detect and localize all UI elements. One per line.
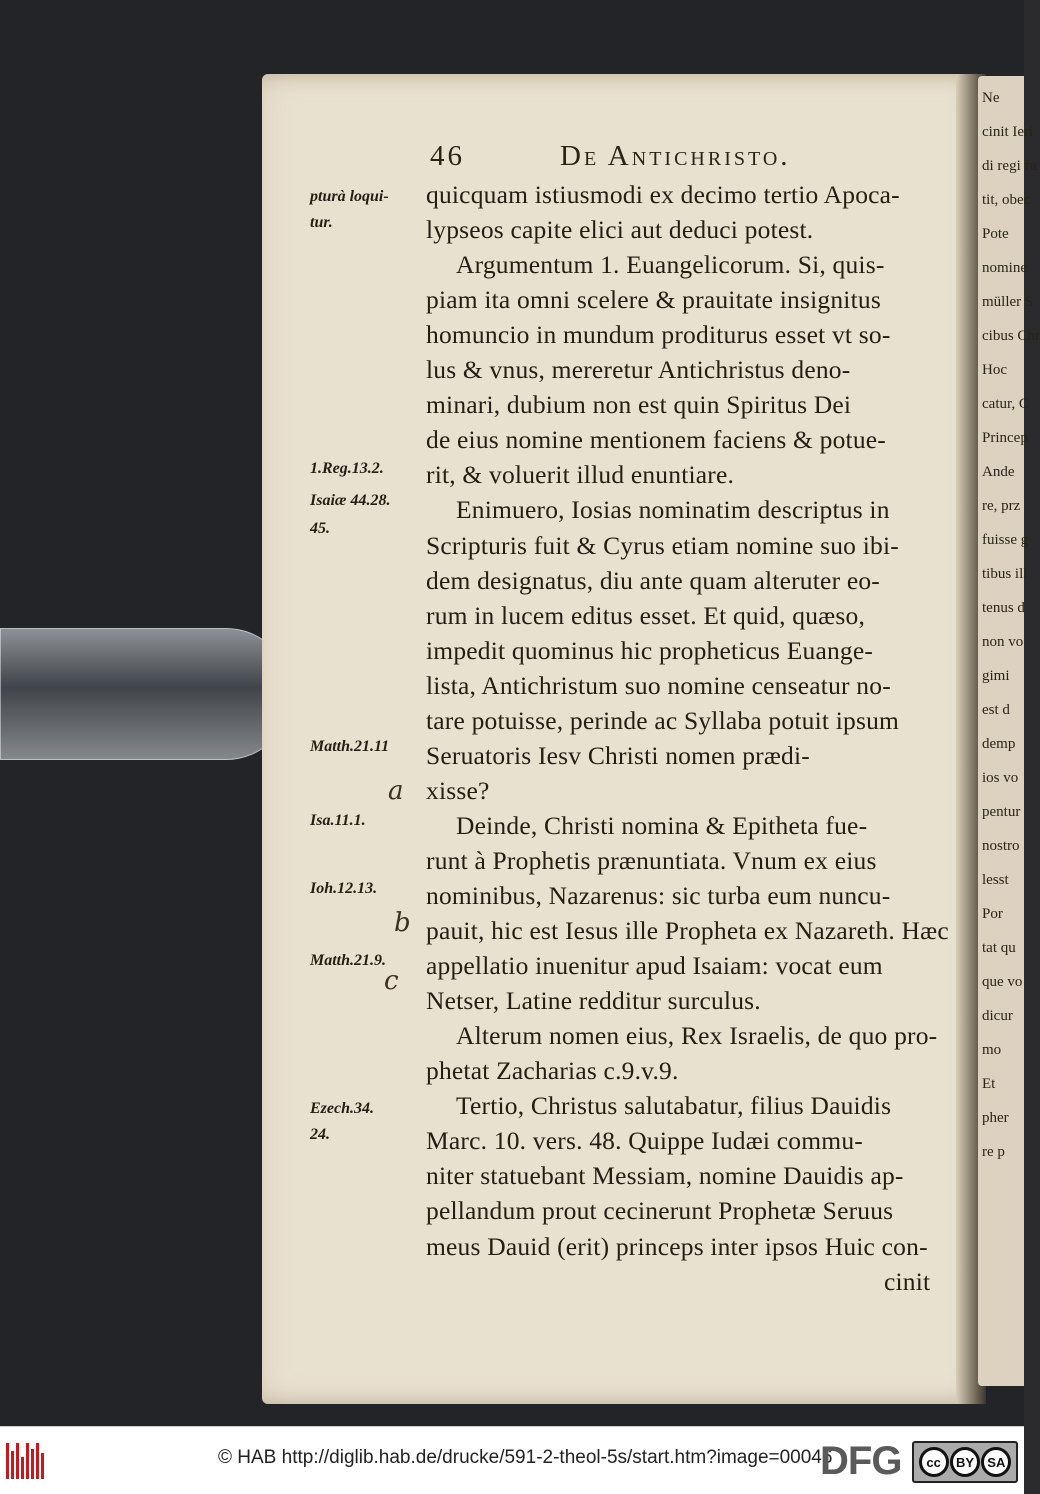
adjacent-page-fragment: gimi <box>982 668 1010 684</box>
adjacent-page-fragment: tenus d <box>982 600 1025 616</box>
attribution-icon: BY <box>950 1447 980 1477</box>
margin-note: Isa.11.1. <box>310 812 366 829</box>
margin-note: Ioh.12.13. <box>310 880 378 897</box>
adjacent-page-fragment: cibus Chr <box>982 328 1040 344</box>
adjacent-page-fragment: di regi fu <box>982 158 1037 174</box>
dfg-logo: DFG <box>820 1439 902 1483</box>
text-line: Netser, Latine redditur surculus. <box>426 986 761 1016</box>
text-line: impedit quominus hic propheticus Euange- <box>426 635 874 665</box>
text-line: tare potuisse, perinde ac Syllaba potuit ipsum <box>426 705 900 735</box>
text-line: niter statuebant Messiam, nomine Dauidis ap- <box>426 1161 904 1191</box>
text-line: runt à Prophetis prænuntiata. Vnum ex eius <box>426 845 877 875</box>
text-line: Tertio, Christus salutabatur, filius Dauidis <box>456 1091 892 1121</box>
adjacent-page-fragment: Por <box>982 906 1003 922</box>
adjacent-page-fragment: Et <box>982 1076 996 1092</box>
text-line: cinit <box>884 1266 931 1296</box>
adjacent-page-fragment: re p <box>982 1144 1005 1160</box>
adjacent-page-fragment: müller S <box>982 294 1034 310</box>
text-line: appellatio inuenitur apud Isaiam: vocat eum <box>426 951 883 981</box>
text-line: lypseos capite elici aut deduci potest. <box>426 215 814 245</box>
margin-note: Matth.21.11 <box>310 738 390 755</box>
margin-note: 1.Reg.13.2. <box>310 460 384 477</box>
handwritten-mark-b: b <box>394 908 411 938</box>
margin-note: 45. <box>310 520 330 537</box>
adjacent-page-fragment: ios vo <box>982 770 1019 786</box>
text-line: rum in lucem editus esset. Et quid, quæso, <box>426 600 866 630</box>
adjacent-page-fragment: tit, obec <box>982 192 1031 208</box>
text-line: phetat Zacharias c.9.v.9. <box>426 1056 679 1086</box>
text-line: lista, Antichristum suo nomine censeatur no- <box>426 670 891 700</box>
hab-barcode-icon <box>6 1443 44 1479</box>
adjacent-page-fragment: tibus ill <box>982 566 1028 582</box>
handwritten-mark-a: a <box>388 776 404 806</box>
adjacent-page-fragment: Ande <box>982 464 1015 480</box>
viewer-footer <box>0 1426 1024 1494</box>
text-line: quicquam istiusmodi ex decimo tertio Apoca- <box>426 180 900 209</box>
adjacent-page-fragment: Pote <box>982 226 1009 242</box>
text-line: Deinde, Christi nomina & Epitheta fue- <box>456 810 868 840</box>
text-line: Seruatoris Iesv Christi nomen prædi- <box>426 740 810 770</box>
adjacent-page-fragment: Ne <box>982 90 1000 106</box>
adjacent-page-fragment: que vo <box>982 974 1023 990</box>
margin-note: Isaiæ 44.28. <box>310 492 391 509</box>
text-line: homuncio in mundum proditurus esset vt so- <box>426 320 891 350</box>
text-line: xisse? <box>426 775 490 805</box>
adjacent-page-fragment: Hoc <box>982 362 1007 378</box>
text-line: pellandum prout cecinerunt Prophetæ Seruus <box>426 1196 894 1226</box>
text-line: dem designatus, diu ante quam alteruter eo- <box>426 565 880 595</box>
margin-note: 24. <box>310 1126 330 1143</box>
page-clamp <box>0 628 292 760</box>
text-line: Argumentum 1. Euangelicorum. Si, quis- <box>456 250 885 280</box>
adjacent-page-fragment: tat qu <box>982 940 1016 956</box>
margin-note: tur. <box>310 214 333 231</box>
text-line: Alterum nomen eius, Rex Israelis, de quo pro- <box>456 1021 938 1051</box>
adjacent-page-fragment: est d <box>982 702 1010 718</box>
cc-icon: cc <box>919 1447 949 1477</box>
handwritten-mark-c: c <box>384 966 399 996</box>
header-title: De Antichristo. <box>560 140 791 172</box>
cc-license-badge[interactable] <box>912 1441 1018 1483</box>
adjacent-page-fragment: lesst <box>982 872 1009 888</box>
margin-note: Ezech.34. <box>310 1100 374 1117</box>
adjacent-page-fragment: catur, C <box>982 396 1029 412</box>
text-line: pauit, hic est Iesus ille Propheta ex Nazareth. Hæc <box>426 916 949 946</box>
text-line: piam ita omni scelere & prauitate insignitus <box>426 285 881 315</box>
adjacent-page-fragment: fuisse g <box>982 532 1029 548</box>
adjacent-page-fragment: nomine <box>982 260 1027 276</box>
page-number: 46 <box>430 140 465 172</box>
adjacent-page-fragment: dicur <box>982 1008 1013 1024</box>
adjacent-page-fragment: cinit Ieri <box>982 124 1034 140</box>
adjacent-page-fragment: pentur <box>982 804 1021 820</box>
share-alike-icon: SA <box>981 1447 1011 1477</box>
text-line: de eius nomine mentionem faciens & potue- <box>426 425 886 455</box>
text-line: Marc. 10. vers. 48. Quippe Iudæi commu- <box>426 1126 863 1156</box>
text-line: minari, dubium non est quin Spiritus Dei <box>426 390 852 420</box>
text-line: rit, & voluerit illud enuntiare. <box>426 460 735 490</box>
adjacent-page-fragment: re, prz <box>982 498 1021 514</box>
text-line: Scripturis fuit & Cyrus etiam nomine suo ibi- <box>426 530 899 560</box>
text-line: Enimuero, Iosias nominatim descriptus in <box>456 495 890 525</box>
text-line: meus Dauid (erit) princeps inter ipsos Huic con- <box>426 1231 928 1261</box>
running-head <box>430 140 870 180</box>
adjacent-page-fragment: Princep <box>982 430 1028 446</box>
adjacent-page-fragment: pher <box>982 1110 1009 1126</box>
adjacent-page-fragment: mo <box>982 1042 1002 1058</box>
adjacent-page-fragment: demp <box>982 736 1016 752</box>
adjacent-page-fragment: nostro <box>982 838 1020 854</box>
source-link[interactable]: © HAB http://diglib.hab.de/drucke/591-2-theol-5s/start.htm?image=00046 <box>218 1447 833 1468</box>
text-line: nominibus, Nazarenus: sic turba eum nuncu- <box>426 881 891 910</box>
adjacent-page-fragment: non vo <box>982 634 1024 650</box>
text-line: lus & vnus, mereretur Antichristus deno- <box>426 355 851 385</box>
adjacent-page <box>978 76 1040 1386</box>
margin-note: Matth.21.9. <box>310 952 387 969</box>
margin-note: pturà loqui- <box>310 188 389 205</box>
